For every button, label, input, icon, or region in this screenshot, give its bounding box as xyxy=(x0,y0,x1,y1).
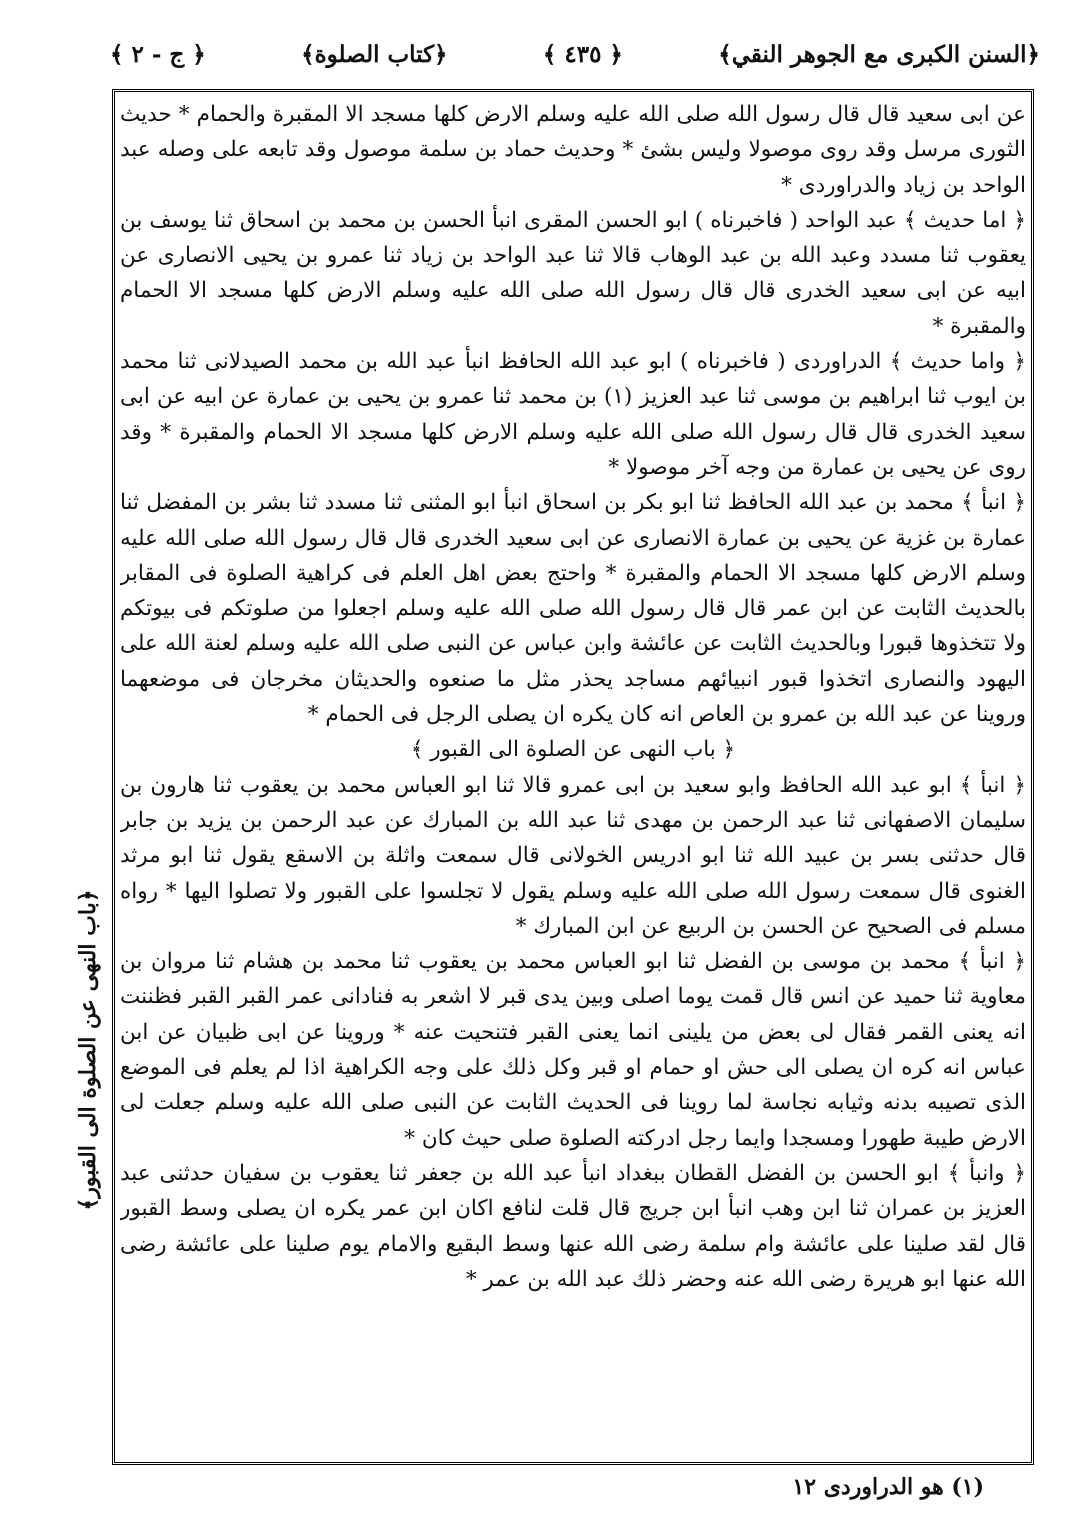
chapter-heading: ﴿ باب النهى عن الصلوة الى القبور ﴾ xyxy=(410,737,736,763)
paragraph: ﴿ انبأ ﴾ محمد بن عبد الله الحافظ ثنا ابو بكر بن اسحاق انبأ ابو المثنى ثنا مسدد ثنا بشر بن المفضل ثنا عمارة بن غزية عن يحيى بن عمارة الانصارى عن ابى سعيد الخدرى قال قال رسول الله صلى الله عليه وسلم الارض كلها مسجد الا الحمام والمقبرة * واحتج بعض اهل العلم فى كراهية الصلوة فى المقابر بالحديث الثابت عن ابن عمر قال قال رسول الله صلى الله عليه وسلم اجعلوا من صلوتكم فى بيوتكم ولا تتخذوها قبورا وبالحديث الثابت عن عائشة وابن عباس عن النبى صلى الله عليه وسلم لعنة الله على اليهود والنصارى اتخذوا قبور انبيائهم مساجد يحذر مثل ما صنعوه والحديثان مخرجان فى موضعهما وروينا عن عبد الله بن عمرو بن العاص انه كان يكره ان يصلى الرجل فى الحمام * xyxy=(120,490,1026,728)
paragraph: ﴿ واما حديث ﴾ الدراوردى ( فاخبرناه ) ابو عبد الله الحافظ انبأ عبد الله بن محمد الصيدلانى ثنا محمد بن ايوب ثنا ابراهيم بن موسى ثنا عبد العزيز (١) بن محمد ثنا عمرو بن يحيى بن عمارة عن ابيه عن ابى سعيد الخدرى قال قال رسول الله صلى الله عليه وسلم الارض كلها مسجد الا الحمام والمقبرة * وقد روى عن يحيى بن عمارة من وجه آخر موصولا * xyxy=(120,349,1026,480)
volume-number: ﴿ ج - ٢ ﴾ xyxy=(110,40,206,68)
main-text xyxy=(120,97,1026,1459)
book-title: ﴿السنن الكبرى مع الجوهر النقي﴾ xyxy=(718,40,1040,68)
chapter-title: ﴿كتاب الصلوة﴾ xyxy=(301,40,448,68)
paragraph: عن ابى سعيد قال قال رسول الله صلى الله عليه وسلم الارض كلها مسجد الا المقبرة والحمام * حديث الثورى مرسل وقد روى موصولا وليس بشئ * وحديث حماد بن سلمة موصول وقد تابعه على وصله عبد الواحد بن زياد والدراوردى * xyxy=(120,102,1026,198)
paragraph: ﴿ انبأ ﴾ ابو عبد الله الحافظ وابو سعيد بن ابى عمرو قالا ثنا ابو العباس محمد بن يعقوب ثنا هارون بن سليمان الاصفهانى ثنا عبد الرحمن بن مهدى ثنا عبد الله بن المبارك عن عبد الرحمن بن يزيد بن جابر قال حدثنى بسر بن عبيد الله ثنا ابو ادريس الخولانى قال سمعت واثلة بن الاسقع يقول ثنا ابو مرثد الغنوى قال سمعت رسول الله صلى الله عليه وسلم يقول لا تجلسوا على القبور ولا تصلوا اليها * رواه مسلم فى الصحيح عن الحسن بن الربيع عن ابن المبارك * xyxy=(120,772,1026,939)
paragraph: ﴿ وانبأ ﴾ ابو الحسن بن الفضل القطان ببغداد انبأ عبد الله بن جعفر ثنا يعقوب بن سفيان حدثنى عبد العزيز بن عمران ثنا ابن وهب انبأ ابن جريج قال قلت لنافع اكان ابن عمر يكره ان يصلى وسط القبور قال لقد صلينا على عائشة وام سلمة رضى الله عنها وسط البقيع والامام يوم صلينا على عائشة رضى الله عنها ابو هريرة رضى الله عنه وحضر ذلك عبد الله بن عمر * xyxy=(120,1160,1026,1292)
margin-heading: ﴿باب النهى عن الصلوة الى القبور﴾ xyxy=(75,889,101,1211)
paragraph: ﴿ اما حديث ﴾ عبد الواحد ( فاخبرناه ) ابو الحسن المقرى انبأ الحسن بن محمد بن اسحاق ثنا يوسف بن يعقوب ثنا مسدد وعبد الله بن عبد الوهاب قالا ثنا عبد الواحد بن زياد ثنا عمرو بن يحيى الانصارى عن ابيه عن ابى سعيد الخدرى قال قال رسول الله صلى الله عليه وسلم الارض كلها مسجد الا الحمام والمقبرة * xyxy=(120,207,1026,339)
page-number: ﴿ ٤٣٥ ﴾ xyxy=(542,40,623,68)
footnote: (١) هو الدراوردى ١٢ xyxy=(792,1474,984,1500)
running-header xyxy=(110,32,1040,76)
paragraph: ﴿ انبأ ﴾ محمد بن موسى بن الفضل ثنا ابو العباس محمد بن يعقوب ثنا محمد بن هشام ثنا مروان بن معاوية ثنا حميد عن انس قال قمت يوما اصلى وبين يدى قبر لا اشعر به فنادانى عمر القبر القبر فظننت انه يعنى القمر فقال لى بعض من يلينى انما يعنى القبر فتنحيت عنه * وروينا عن ابى ظبيان عن ابن عباس انه كره ان يصلى الى حش او حمام او قبر وكل ذلك على وجه الكراهية اذا لم يعلم فى الموضع الذى تصيبه بدنه وثيابه نجاسة لما روينا فى الحديث الثابت عن النبى صلى الله عليه وسلم جعلت لى الارض طيبة طهورا ومسجدا وايما رجل ادركته الصلوة صلى حيث كان * xyxy=(120,949,1026,1151)
